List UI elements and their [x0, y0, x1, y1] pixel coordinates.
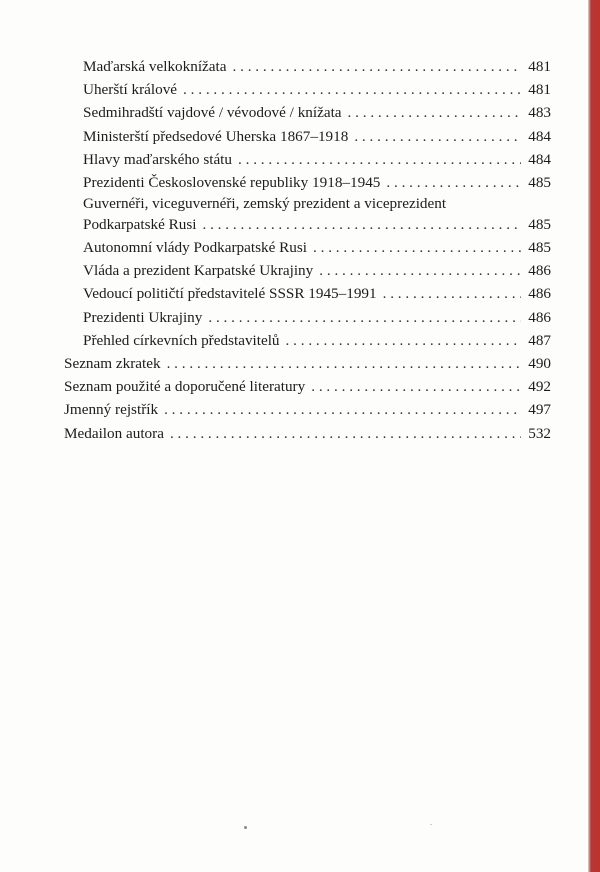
toc-entry: [64, 236, 551, 259]
toc-entry-title: Prezidenti Československé republiky 1918–1945: [83, 173, 381, 191]
toc-entry: [64, 78, 551, 101]
toc-entry-section: [64, 398, 551, 421]
toc-entry: [64, 171, 551, 194]
dot-leader: [313, 236, 521, 259]
dot-leader: [164, 398, 521, 421]
toc-entry-page: 532: [528, 424, 551, 442]
toc-entry-title-line2: Podkarpatské Rusi: [83, 216, 197, 234]
dot-leader: [354, 125, 521, 148]
toc-entry-title: Prezidenti Ukrajiny: [83, 308, 203, 326]
dot-leader: [348, 101, 521, 124]
toc-entry-title: Seznam použité a doporučené literatury: [64, 378, 306, 396]
dot-leader: [383, 282, 521, 305]
toc-entry-page: 486: [528, 308, 551, 326]
toc-entry-title-line1: Guvernéři, viceguvernéři, zemský prezident a viceprezident: [83, 195, 447, 213]
dot-leader: [319, 259, 521, 282]
toc-entry-title: Sedmihradští vajdové / vévodové / knížata: [83, 104, 342, 122]
toc-entry-section: [64, 422, 551, 445]
toc-entry: [64, 306, 551, 329]
toc-entry-title: Jmenný rejstřík: [64, 401, 159, 419]
dot-leader: [386, 171, 521, 194]
toc-entry: [83, 214, 551, 236]
paper-speck: [430, 824, 432, 825]
toc-entry-page: 485: [528, 216, 551, 234]
toc-entry-page: 483: [528, 104, 551, 122]
toc-entry-title: Medailon autora: [64, 424, 164, 442]
toc-entry-page: 492: [528, 378, 551, 396]
toc-entry-title: Seznam zkratek: [64, 355, 161, 373]
toc-entry-section: [64, 375, 551, 398]
toc-entry-multiline: [64, 194, 551, 236]
dot-leader: [208, 306, 521, 329]
toc-entry: [64, 259, 551, 282]
toc-entry-title: Autonomní vlády Podkarpatské Rusi: [83, 239, 308, 257]
toc-entry-title: Vedoucí političtí představitelé SSSR 1945–1991: [83, 285, 377, 303]
toc-entry: [64, 55, 551, 78]
toc-entry-title: Přehled církevních představitelů: [83, 331, 280, 349]
dot-leader: [311, 375, 521, 398]
toc-entry-title: Hlavy maďarského státu: [83, 150, 232, 168]
toc-entry-page: 481: [528, 57, 551, 75]
dot-leader: [233, 55, 522, 78]
toc-entry-page: 485: [528, 239, 551, 257]
dot-leader: [238, 148, 521, 171]
dot-leader: [183, 78, 521, 101]
toc-entry-page: 490: [528, 355, 551, 373]
dot-leader: [167, 352, 521, 375]
toc-entry-title: Maďarská velkoknížata: [83, 57, 227, 75]
toc-entry-page: 484: [528, 127, 551, 145]
toc-entry-page: 485: [528, 173, 551, 191]
toc-entry-page: 487: [528, 331, 551, 349]
red-page-edge: [588, 0, 600, 872]
toc-entry-page: 497: [528, 401, 551, 419]
toc-entry-title: Ministerští předsedové Uherska 1867–1918: [83, 127, 349, 145]
toc-entry-title: Vláda a prezident Karpatské Ukrajiny: [83, 262, 314, 280]
toc-entry: [64, 101, 551, 124]
dot-leader: [202, 214, 521, 236]
toc-entry-section: [64, 352, 551, 375]
toc-entry-title: Uherští králové: [83, 81, 178, 99]
toc-entry-page: 486: [528, 262, 551, 280]
table-of-contents: [64, 55, 551, 445]
toc-entry: [64, 329, 551, 352]
dot-leader: [286, 329, 521, 352]
toc-entry-page: 486: [528, 285, 551, 303]
toc-entry-page: 484: [528, 150, 551, 168]
toc-entry: [64, 283, 551, 306]
toc-entry-page: 481: [528, 81, 551, 99]
toc-entry: [64, 125, 551, 148]
dot-leader: [170, 422, 521, 445]
paper-speck: [244, 826, 247, 829]
toc-entry: [64, 148, 551, 171]
